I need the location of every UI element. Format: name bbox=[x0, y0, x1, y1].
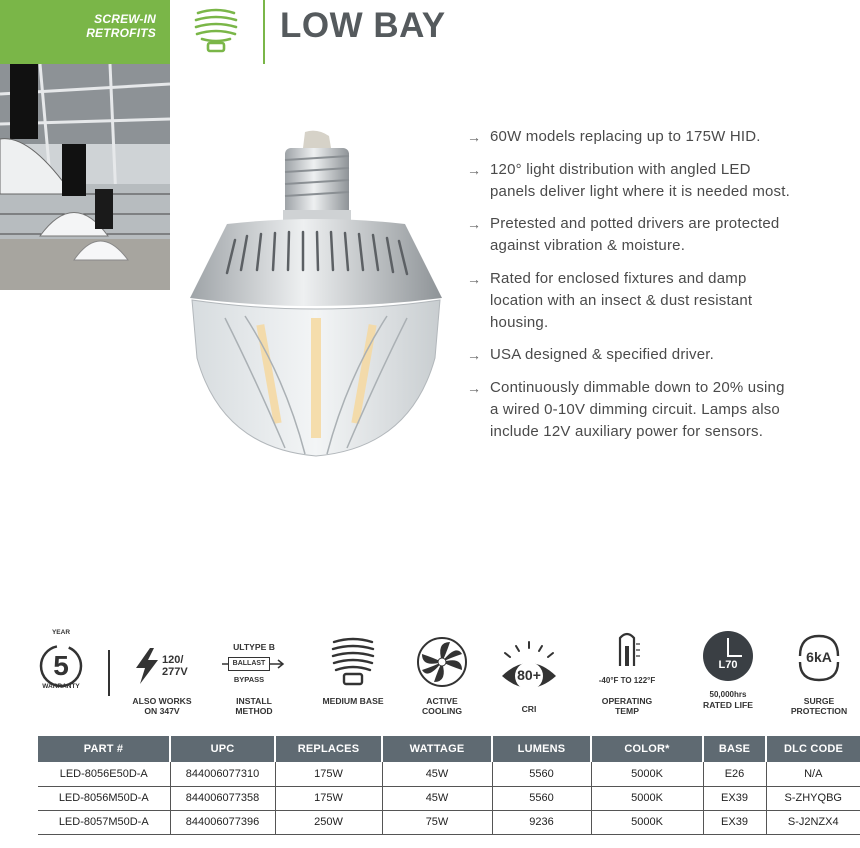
feature-list bbox=[467, 126, 797, 453]
table-cell: LED-8056M50D-A bbox=[38, 786, 170, 810]
column-header: PART # bbox=[38, 736, 170, 762]
column-header: BASE bbox=[703, 736, 766, 762]
list-item: → USA designed & specified driver. bbox=[467, 344, 797, 366]
table-row bbox=[38, 786, 860, 810]
table-cell: 5560 bbox=[492, 762, 591, 786]
arrow-icon: → bbox=[467, 347, 482, 363]
icons-divider bbox=[108, 650, 110, 696]
column-header: REPLACES bbox=[275, 736, 382, 762]
arrow-icon: → bbox=[467, 129, 482, 145]
bypass-arrow-icon bbox=[222, 655, 286, 675]
list-item: → 60W models replacing up to 175W HID. bbox=[467, 126, 797, 148]
table-cell: 5560 bbox=[492, 786, 591, 810]
screw-base-icon bbox=[328, 636, 378, 688]
table-cell: LED-8056E50D-A bbox=[38, 762, 170, 786]
table-row bbox=[38, 762, 860, 786]
table-cell: 45W bbox=[382, 762, 492, 786]
table-cell: 250W bbox=[275, 810, 382, 834]
page-title: LOW BAY bbox=[280, 6, 446, 45]
table-cell: 5000K bbox=[591, 786, 703, 810]
column-header: DLC CODE bbox=[766, 736, 860, 762]
clock-icon bbox=[702, 630, 754, 682]
arrow-icon: → bbox=[467, 270, 482, 287]
table-cell: 844006077396 bbox=[170, 810, 275, 834]
table-cell: EX39 bbox=[703, 810, 766, 834]
ballast-box: BALLAST bbox=[228, 657, 270, 671]
table-cell: 844006077310 bbox=[170, 762, 275, 786]
table-cell: LED-8057M50D-A bbox=[38, 810, 170, 834]
table-cell: S-ZHYQBG bbox=[766, 786, 860, 810]
table-cell: 5000K bbox=[591, 762, 703, 786]
arrow-icon: → bbox=[467, 216, 482, 232]
table-cell: 45W bbox=[382, 786, 492, 810]
table-cell: EX39 bbox=[703, 786, 766, 810]
fan-icon bbox=[416, 636, 468, 688]
list-item: → 120° light distribution with angled LED panels deliver light where it is needed most. bbox=[467, 160, 790, 200]
list-item: → Continuously dimmable down to 20% using a wired 0-10V dimming circuit. Lamps also include 12V auxiliary power for sensors. bbox=[467, 378, 785, 440]
surge-value: 6kA bbox=[806, 649, 832, 665]
column-header: LUMENS bbox=[492, 736, 591, 762]
table-cell: 844006077358 bbox=[170, 786, 275, 810]
column-header: COLOR* bbox=[591, 736, 703, 762]
cri-value: 80+ bbox=[517, 667, 541, 683]
table-cell: 175W bbox=[275, 786, 382, 810]
list-item: → Pretested and potted drivers are protected against vibration & moisture. bbox=[467, 215, 780, 254]
column-header: UPC bbox=[170, 736, 275, 762]
feature-icons-row: 5 YEAR WARRANTY 120/ 277V ALSO WORKS ON 347V ULTYPE B BALLAST BYPASS INSTALL METHOD MEDIUM BASE ACTIVE COOLING 80+ CRI -40°F TO 122°F OPERATING TEMP L70 50,000hrs RATED LIFE 6kA SURGE PROTECTION bbox=[30, 630, 860, 725]
warehouse-photo bbox=[0, 64, 170, 290]
warranty-years: 5 bbox=[53, 650, 69, 681]
life-badge: L70 bbox=[718, 659, 738, 671]
table-cell: 5000K bbox=[591, 810, 703, 834]
list-item: → Rated for enclosed fixtures and damp location with an insect & dust resistant housing. bbox=[467, 269, 753, 331]
header-divider bbox=[263, 0, 265, 64]
low-bay-lamp-image bbox=[185, 128, 447, 458]
eye-icon bbox=[496, 640, 562, 692]
lightning-icon bbox=[132, 646, 162, 686]
thermometer-icon bbox=[602, 632, 652, 672]
arrow-icon: → bbox=[467, 161, 482, 178]
table-cell: S-J2NZX4 bbox=[766, 810, 860, 834]
badge-line-2: RETROFITS bbox=[86, 26, 156, 40]
category-badge bbox=[0, 0, 170, 64]
table-cell: 75W bbox=[382, 810, 492, 834]
table-cell: N/A bbox=[766, 762, 860, 786]
column-header: WATTAGE bbox=[382, 736, 492, 762]
screw-in-bulb-icon bbox=[190, 5, 242, 55]
table-row bbox=[38, 810, 860, 834]
badge-line-1: SCREW-IN bbox=[94, 12, 156, 26]
table-cell: 9236 bbox=[492, 810, 591, 834]
warranty-badge: 5 YEAR WARRANTY bbox=[36, 630, 86, 690]
arrow-icon: → bbox=[467, 379, 482, 396]
table-cell: 175W bbox=[275, 762, 382, 786]
table-header-row bbox=[38, 736, 860, 762]
table-cell: E26 bbox=[703, 762, 766, 786]
spec-table bbox=[38, 736, 860, 835]
